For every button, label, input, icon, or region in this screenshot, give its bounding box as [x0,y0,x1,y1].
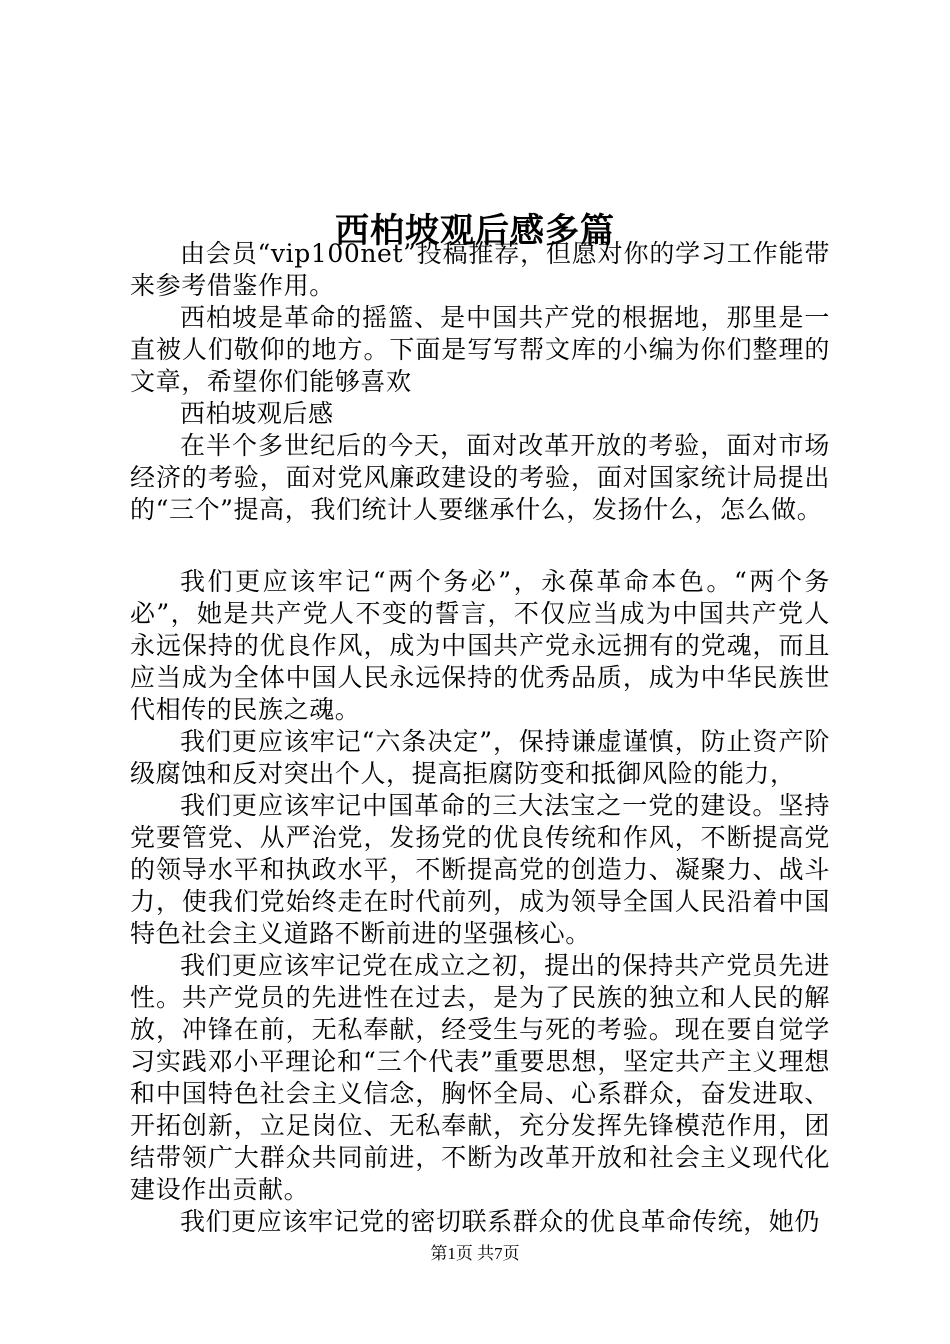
paragraph-body-4: 我们更应该牢记中国革命的三大法宝之一党的建设。坚持党要管党、从严治党，发扬党的优良传统和作风，不断提高党的领导水平和执政水平，不断提高党的创造力、凝聚力、战斗力，使我们党始终走在时代前列，成为领导全国人民沿着中国特色社会主义道路不断前进的坚强核心。 [130,791,830,948]
paragraph-body-5: 我们更应该牢记党在成立之初，提出的保持共产党员先进性。共产党员的先进性在过去，是为了民族的独立和人民的解放，冲锋在前，无私奉献，经受生与死的考验。现在要自觉学习实践邓小平理论和“三个代表”重要思想，坚定共产主义理想和中国特色社会主义信念，胸怀全局、心系群众，奋发进取、开拓创新，立足岗位、无私奉献，充分发挥先锋模范作用，团结带领广大群众共同前进，不断为改革开放和社会主义现代化建设作出贡献。 [130,951,830,1204]
paragraph-body-1: 在半个多世纪后的今天，面对改革开放的考验，面对市场经济的考验，面对党风廉政建设的考验，面对国家统计局提出的“三个”提高，我们统计人要继承什么，发扬什么，怎么做。 [130,431,830,524]
document-body [130,238,830,1238]
section-heading: 西柏坡观后感 [180,399,334,428]
paragraph-body-2: 我们更应该牢记“两个务必”，永葆革命本色。“两个务必”，她是共产党人不变的誓言，不仅应当成为中国共产党人永远保持的优良作风，成为中国共产党永远拥有的党魂，而且应当成为全体中国人民永远保持的优秀品质，成为中华民族世代相传的民族之魂。 [130,567,830,724]
paragraph-intro: 由会员“vip100net”投稿推荐，但愿对你的学习工作能带来参考借鉴作用。 [130,239,830,300]
page-title: 西柏坡观后感多篇 [335,210,615,251]
paragraph-summary: 西柏坡是革命的摇篮、是中国共产党的根据地，那里是一直被人们敬仰的地方。下面是写写帮文库的小编为你们整理的文章，希望你们能够喜欢 [130,303,830,396]
paragraph-body-6: 我们更应该牢记党的密切联系群众的优良革命传统，她仍 [180,1207,821,1236]
page-number: 第1页 共7页 [430,1244,520,1263]
paragraph-body-3: 我们更应该牢记“六条决定”，保持谦虚谨慎，防止资产阶级腐蚀和反对突出个人，提高拒腐防变和抵御风险的能力， [130,727,830,788]
